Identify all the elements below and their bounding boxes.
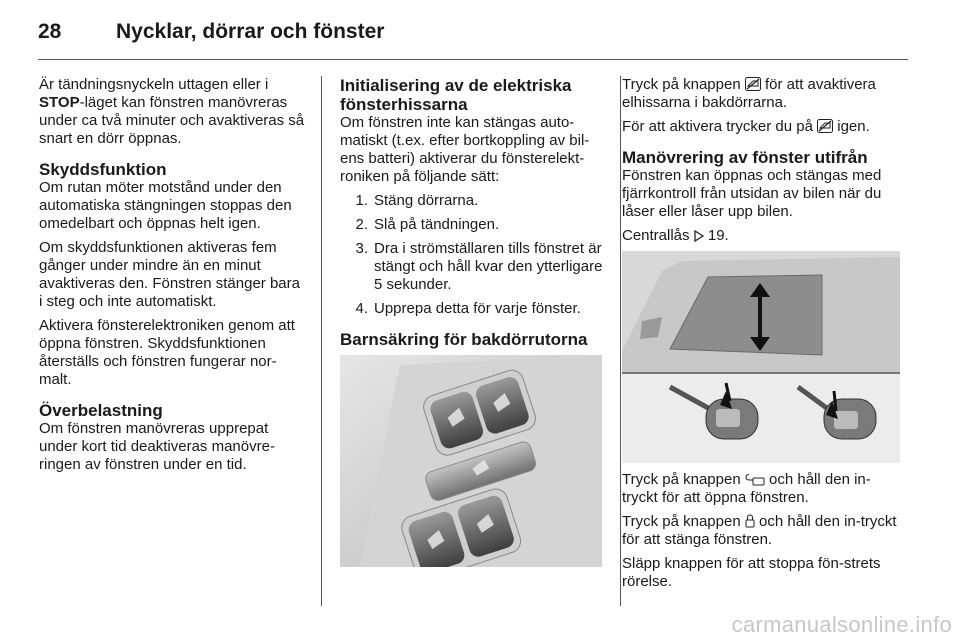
heading-skyddsfunktion: Skyddsfunktion [39,160,167,179]
paragraph-initialisering: Om fönstren inte kan stängas auto-matiskt (t.ex. efter bortkoppling av bil-ens batteri) aktiverar du fönsterelekt-roniken på följande sätt: [340,114,590,185]
list-item: 1. Stäng dörrarna. [355,192,479,209]
heading-initialisering: Initialisering av de elektriska fönsterhissarna [340,76,572,114]
paragraph-ignition: Är tändningsnyckeln uttagen eller i STOP-läget kan fönstren manövreras under ca två minuter och avaktiveras så snart en dörr öppnas. [39,76,305,147]
heading-manovrering: Manövrering av fönster utifrån [622,148,868,167]
paragraph-manovrering: Fönstren kan öppnas och stängas med fjärrkontroll från utsidan av bilen när du låser eller låser upp bilen. [622,167,882,220]
heading-overbelastning: Överbelastning [39,401,163,420]
stop-label: STOP [39,94,80,111]
paragraph-deactivate: Tryck på knappen för att avaktivera elhissarna i bakdörrarna. [622,76,876,111]
paragraph-close: Tryck på knappen och håll den in-tryckt för att stänga fönstren. [622,513,897,548]
column-right [622,76,904,597]
window-switch-panel-illustration [340,355,602,567]
list-item: 4. Upprepa detta för varje fönster. [355,300,581,317]
column-left [39,76,305,480]
paragraph-open: Tryck på knappen och håll den in-tryckt för att öppna fönstren. [622,471,871,506]
paragraph-activate: För att aktivera trycker du på igen. [622,118,870,135]
list-item: 2. Slå på tändningen. [355,216,500,233]
paragraph-skydd-2: Om skyddsfunktionen aktiveras fem gånger under mindre än en minut avaktiveras den. Fönstren stänger bara i steg och inte automatiskt. [39,239,300,310]
paragraph-release: Släpp knappen för att stoppa fön-strets rörelse. [622,555,881,590]
steps-list [340,192,606,318]
header-rule [38,59,908,60]
page-number: 28 [38,20,62,43]
column-divider [321,76,322,606]
list-item: 3. Dra i strömställaren tills fönstret är stängt och håll kvar den ytterligare 5 sekunder. [355,240,603,293]
child-lock-window-icon [745,77,761,91]
paragraph-skydd-1: Om rutan möter motstånd under den automatiska stängningen stoppas den omedelbart och öppnas helt igen. [39,179,292,232]
paragraph-overbelastning: Om fönstren manövreras upprepat under kort tid deaktiveras manövre-ringen av fönstren under en tid. [39,420,275,473]
lock-icon [745,514,755,528]
chapter-title: Nycklar, dörrar och fönster [116,20,385,43]
page-header [38,14,384,50]
paragraph-centrallas: Centrallås 19. [622,227,729,244]
unlock-icon [745,474,765,486]
child-lock-window-icon [817,119,833,133]
paragraph-skydd-3: Aktivera fönsterelektroniken genom att öppna fönstren. Skyddsfunktionen återställs och fönstren fungerar nor-malt. [39,317,295,388]
column-divider [620,76,621,606]
remote-window-operation-illustration [622,251,900,463]
heading-barnsakring: Barnsäkring för bakdörrutorna [340,330,588,349]
column-middle [340,76,606,567]
watermark: carmanualsonline.info [731,612,952,637]
page-reference-icon [694,230,704,242]
